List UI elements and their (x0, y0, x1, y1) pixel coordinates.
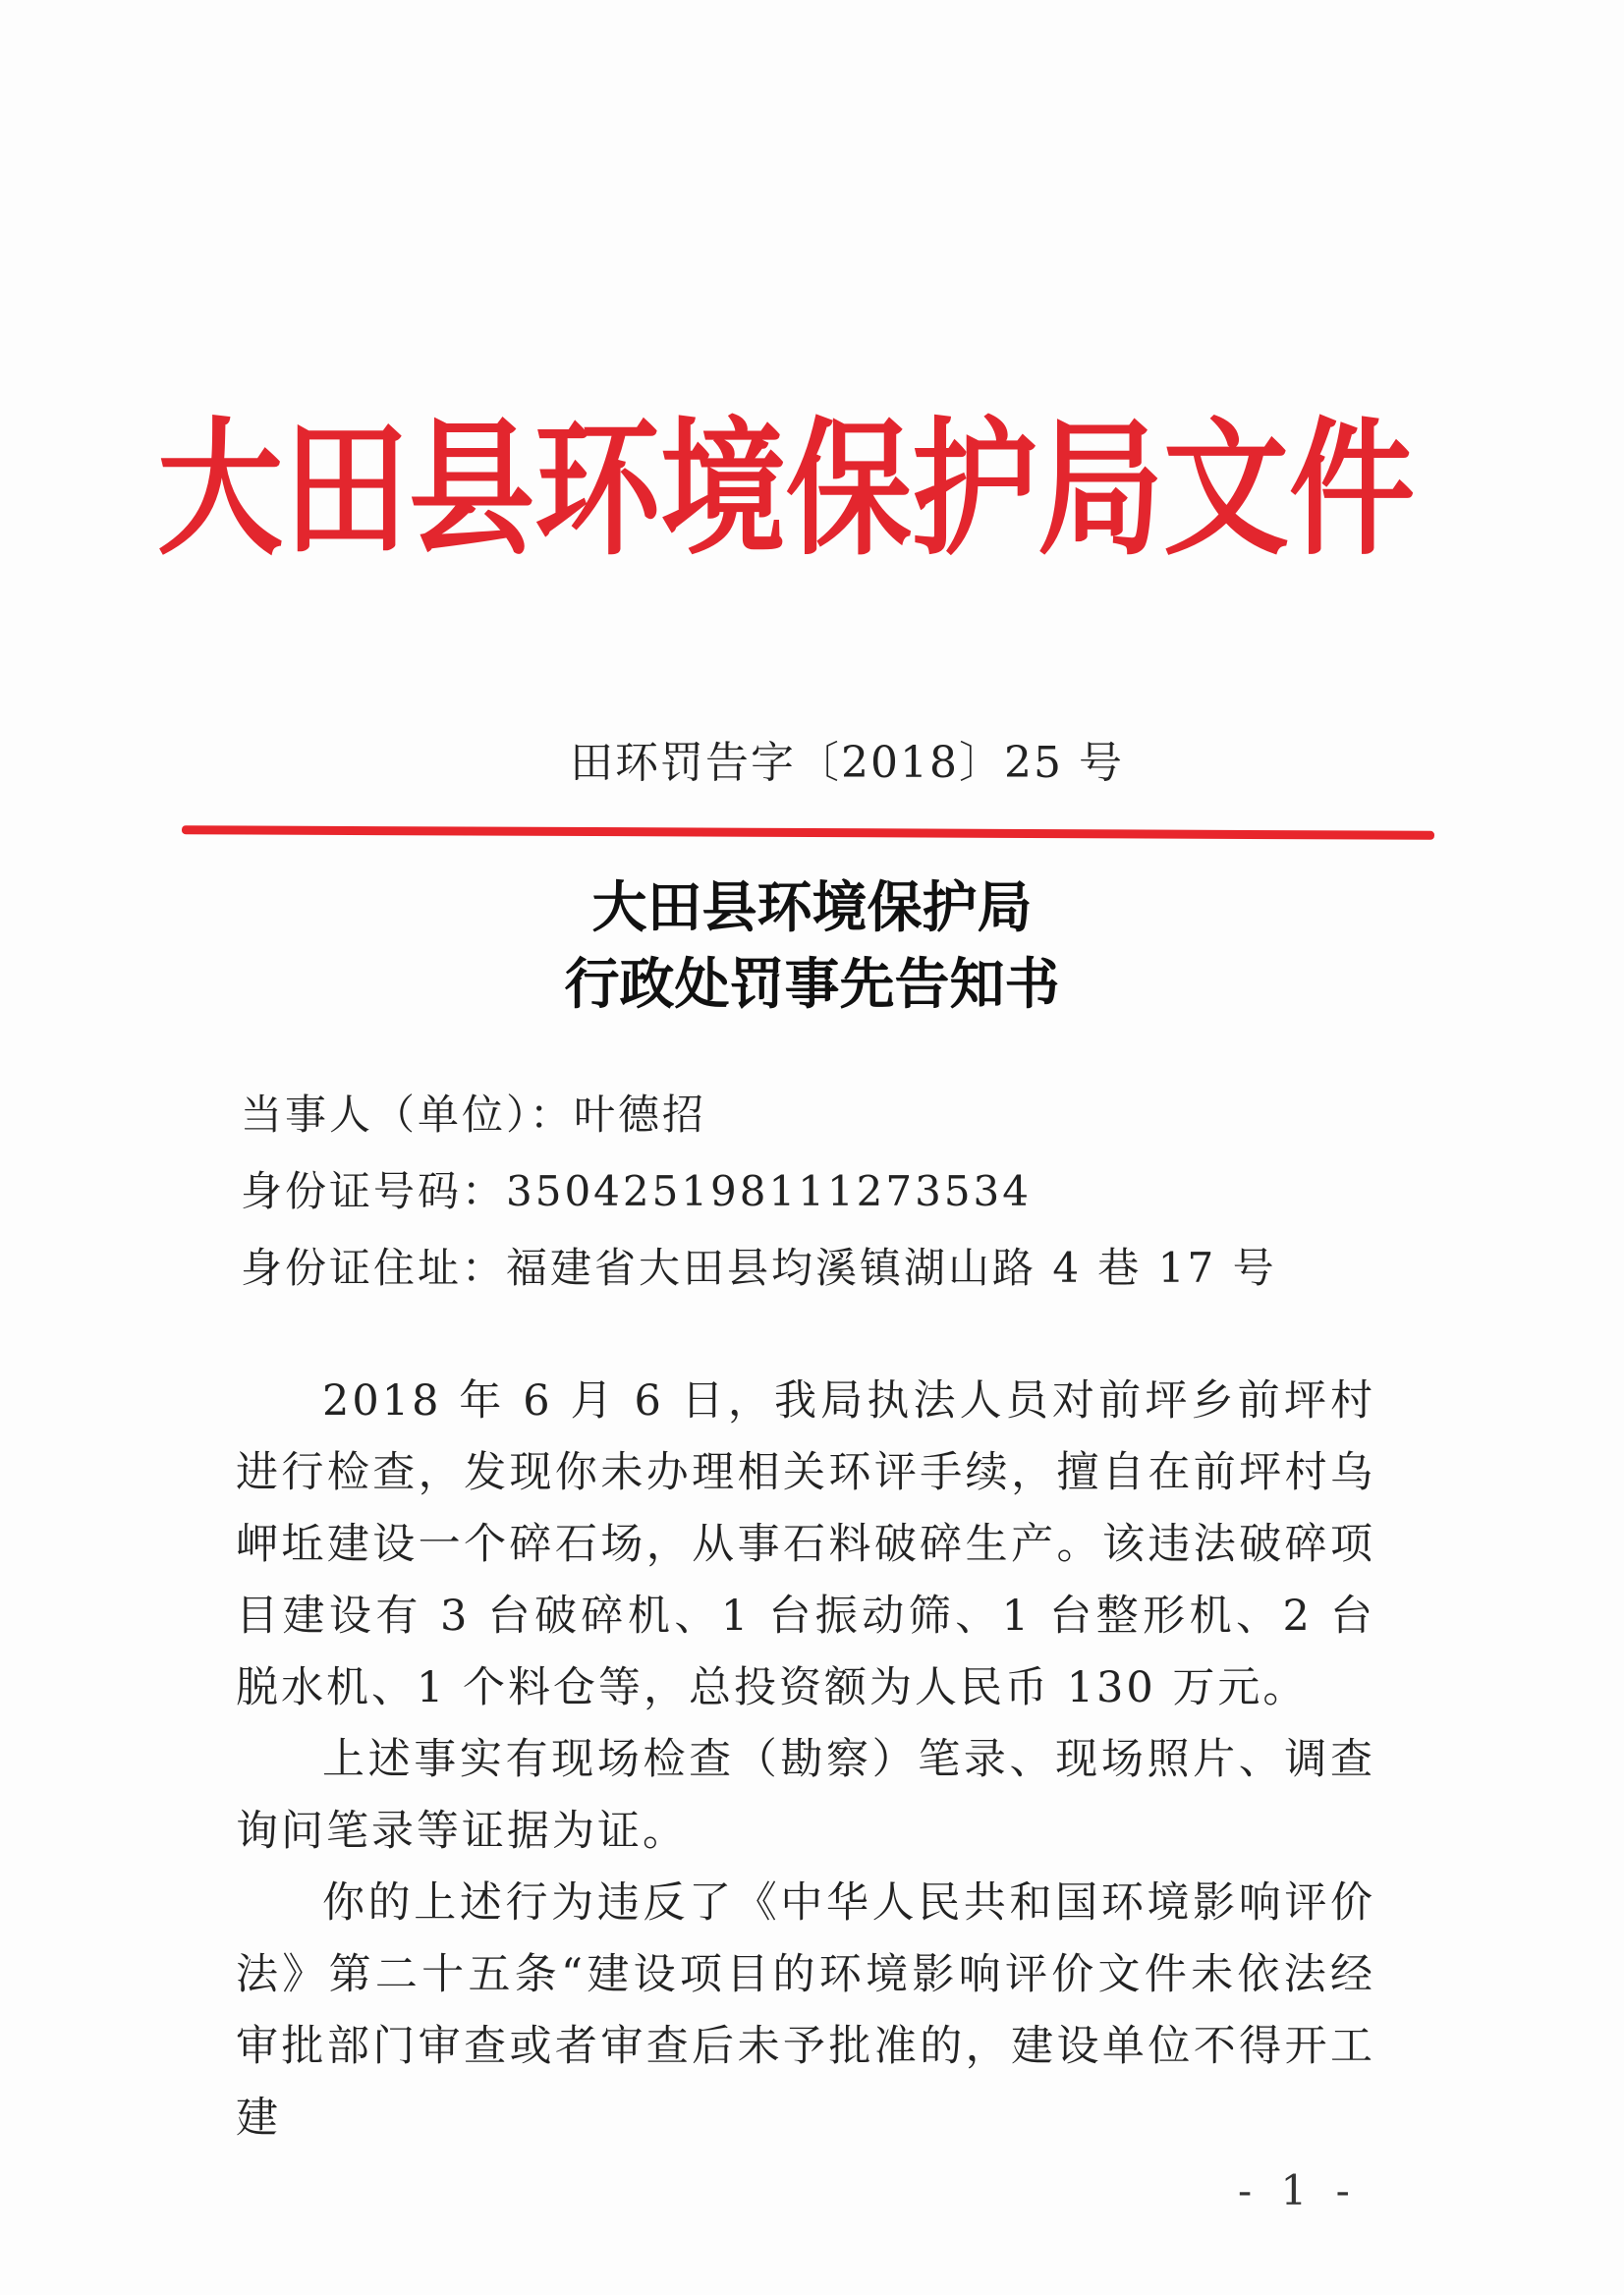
issuer-header (147, 378, 1425, 585)
issuer-title: 大田县环境保护局文件 (157, 405, 1415, 576)
paragraph-facts: 2018 年 6 月 6 日，我局执法人员对前坪乡前坪村进行检查，发现你未办理相关环评手续，擅自在前坪村乌岬坵建设一个碎石场，从事石料破碎生产。该违法破碎项目建设有 3 台破碎机、1 台振动筛、1 台整形机、2 台脱水机、1 个料仓等，总投资额为人民币 130 万元。 (236, 1376, 1375, 1712)
notice-title-issuer: 大田县环境保护局 (591, 875, 1033, 940)
document-number: 田环罚告字〔2018〕25 号 (570, 738, 1124, 788)
notice-title-type: 行政处罚事先告知书 (564, 952, 1060, 1017)
paragraph-evidence: 上述事实有现场检查（勘察）笔录、现场照片、调查询问笔录等证据为证。 (236, 1735, 1375, 1856)
red-divider-line (182, 825, 1434, 840)
party-id-number: 身份证号码：350425198111273534 (241, 1167, 1032, 1215)
paragraph-legal-basis: 你的上述行为违反了《中华人民共和国环境影响评价法》第二十五条“建设项目的环境影响评价文件未依法经审批部门审查或者审查后未予批准的，建设单位不得开工建 (236, 1878, 1375, 2143)
issuer-header-graphic (147, 378, 1425, 585)
party-address: 身份证住址：福建省大田县均溪镇湖山路 4 巷 17 号 (241, 1244, 1277, 1292)
page-number: - 1 - (1238, 2166, 1358, 2214)
party-name: 当事人（单位）：叶德招 (241, 1091, 707, 1139)
